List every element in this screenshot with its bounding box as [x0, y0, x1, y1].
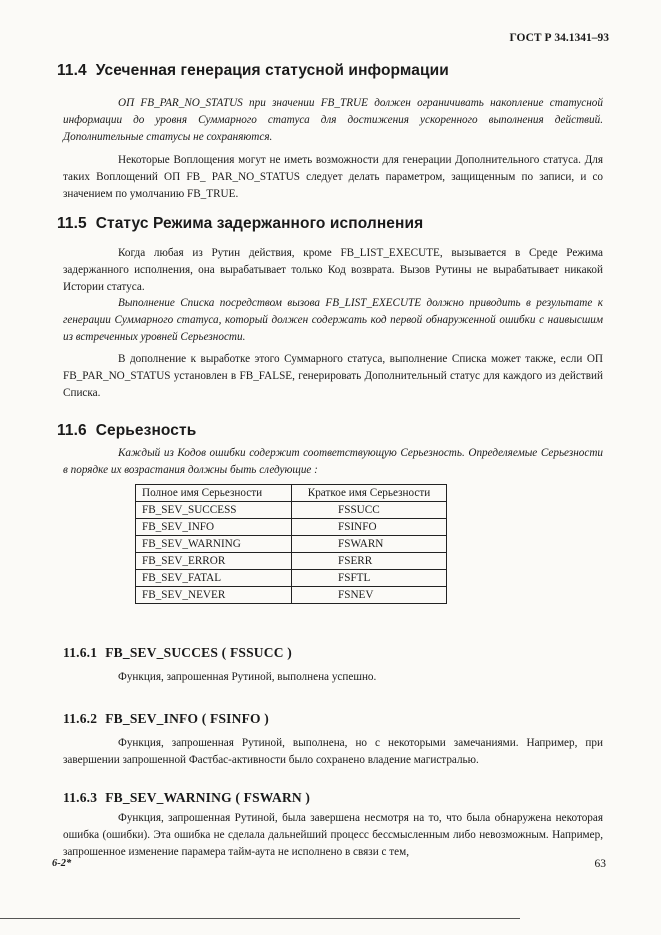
table-header-row [136, 485, 447, 502]
section-11-6-paragraph-1: Каждый из Кодов ошибки содержит соответствующую Серьезность. Определяемые Серьезности в порядке их возрастания должны быть следующие : [63, 447, 603, 476]
table-cell: FB_SEV_ERROR [136, 553, 292, 570]
table-cell: FSERR [292, 553, 447, 570]
table-cell: FSNEV [292, 587, 447, 604]
table-row [136, 587, 447, 604]
section-11-4-paragraph-2: Некоторые Воплощения могут не иметь возможности для генерации Дополнительного статуса. Для таких Воплощений ОП FB_ PAR_NO_STATUS следует делать параметром, защищенным по записи, и со значением по умолчанию FB_TRUE. [63, 154, 603, 200]
section-title: FB_SEV_WARNING ( FSWARN ) [105, 790, 311, 805]
table-cell: FB_SEV_FATAL [136, 570, 292, 587]
section-title: Статус Режима задержанного исполнения [95, 215, 424, 232]
section-11-5-paragraph-1: Когда любая из Рутин действия, кроме FB_LIST_EXECUTE, вызывается в Среде Режима задержанного исполнения, она вырабатывает только Код возврата. Вызов Рутины не вырабатывает никакой Истории статуса. [63, 247, 603, 293]
footer-print-mark: 6-2* [52, 858, 72, 869]
section-title: FB_SEV_SUCCES ( FSSUCC ) [105, 645, 292, 660]
section-11-5-paragraph-3: В дополнение к выработке этого Суммарного статуса, выполнение Списка может также, если ОП FB_PAR_NO_STATUS установлен в FB_FALSE, генерировать Дополнительный статус для каждого из действий Списка. [63, 353, 603, 399]
section-11-4-heading [57, 62, 449, 80]
section-11-6-2-heading [63, 711, 269, 727]
table-cell: FB_SEV_SUCCESS [136, 502, 292, 519]
section-11-5-heading [57, 215, 423, 233]
document-header-id: ГОСТ Р 34.1341–93 [509, 32, 609, 44]
table-cell: FSSUCC [292, 502, 447, 519]
column-header-full-name: Полное имя Серьезности [136, 485, 292, 502]
section-number: 11.6.2 [63, 711, 98, 726]
section-number: 11.6.1 [63, 645, 98, 660]
section-number: 11.5 [57, 215, 87, 232]
table-row [136, 553, 447, 570]
section-11-5-paragraph-2: Выполнение Списка посредством вызова FB_LIST_EXECUTE должно приводить в результате к генерации Суммарного статуса, который должен содержать код первой обнаруженной ошибки с наивысшим из встреченных уровней Серьезности. [63, 297, 603, 343]
table-row [136, 502, 447, 519]
column-header-short-name: Краткое имя Серьезности [292, 485, 447, 502]
section-11-6-heading [57, 422, 196, 440]
section-11-6-1-paragraph-1: Функция, запрошенная Рутиной, выполнена успешно. [118, 671, 377, 683]
section-11-6-3-heading [63, 790, 310, 806]
table-cell: FB_SEV_NEVER [136, 587, 292, 604]
section-11-6-3-paragraph-1: Функция, запрошенная Рутиной, была завершена несмотря на то, что была обнаружена некоторая ошибка (ошибки). Эта ошибка не сделала дальнейший процесс бессмысленным либо невозможным. Например, запрошенное изменение парамера тайм-аута не исполнено в связи с тем, [63, 812, 603, 858]
section-title: Серьезность [95, 422, 197, 439]
section-number: 11.4 [57, 62, 87, 79]
table-row [136, 536, 447, 553]
table-cell: FSINFO [292, 519, 447, 536]
section-11-6-1-heading [63, 645, 292, 661]
table-row [136, 519, 447, 536]
table-cell: FB_SEV_WARNING [136, 536, 292, 553]
table-row [136, 570, 447, 587]
table-cell: FSWARN [292, 536, 447, 553]
section-11-6-2-paragraph-1: Функция, запрошенная Рутиной, выполнена, но с некоторыми замечаниями. Например, при завершении запрошенной Фастбас-активности было сохранено владение магистралью. [63, 737, 603, 766]
bottom-rule [0, 918, 520, 919]
table-cell: FSFTL [292, 570, 447, 587]
section-title: FB_SEV_INFO ( FSINFO ) [105, 711, 270, 726]
section-title: Усеченная генерация статусной информации [95, 62, 449, 79]
severity-table [135, 484, 447, 604]
section-number: 11.6.3 [63, 790, 98, 805]
table-cell: FB_SEV_INFO [136, 519, 292, 536]
section-11-4-paragraph-1: ОП FB_PAR_NO_STATUS при значении FB_TRUE должен ограничивать накопление статусной информации до уровня Суммарного статуса для достижения ускоренного выполнения действий. Дополнительные статусы не сохраняются. [63, 97, 603, 143]
page-number: 63 [594, 858, 606, 870]
section-number: 11.6 [57, 422, 87, 439]
